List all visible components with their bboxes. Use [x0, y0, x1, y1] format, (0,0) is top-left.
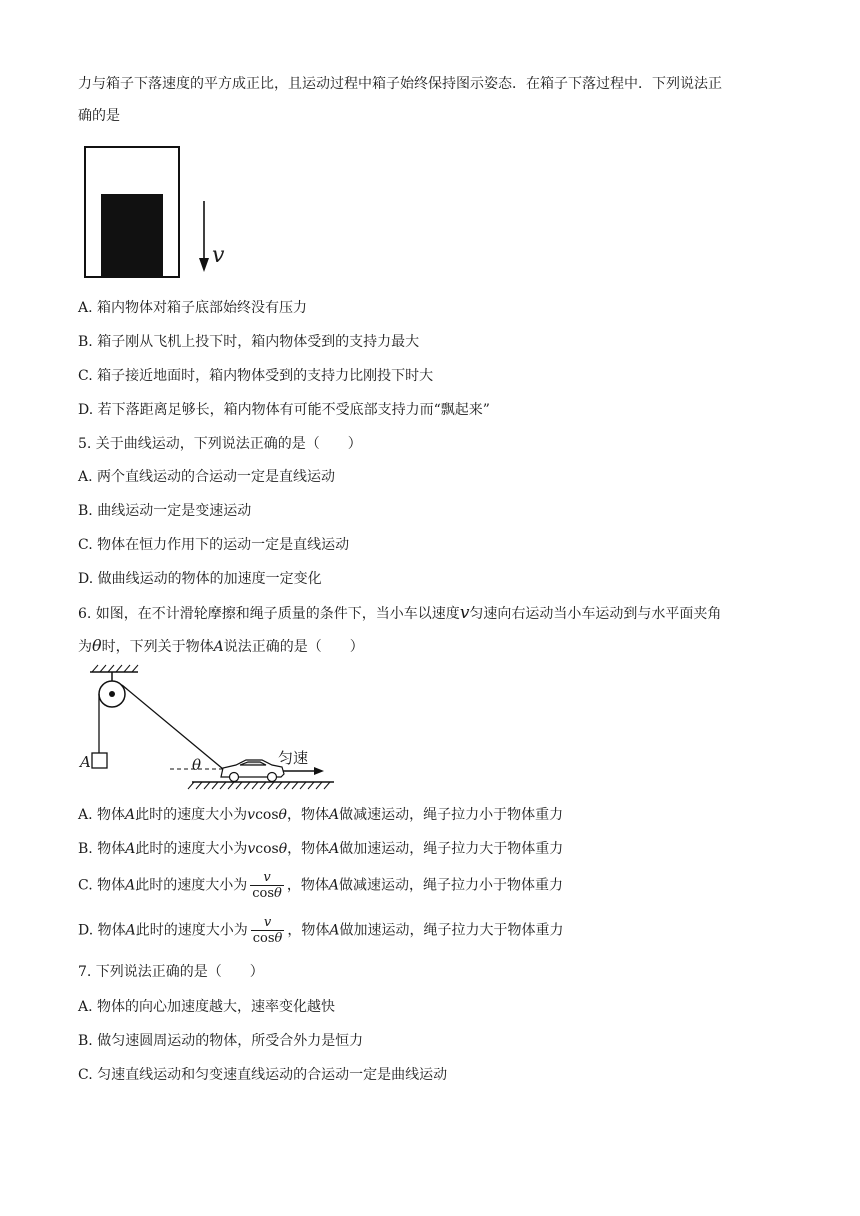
- object-in-box: [101, 194, 163, 276]
- q6-option-d-fraction: [251, 915, 285, 946]
- q6-option-c-tail: 做减速运动，绳子拉力小于物体重力: [338, 877, 563, 894]
- q6-stem-part-c: 为: [78, 639, 92, 655]
- q6-option-a-label: A.: [78, 807, 93, 823]
- q5-option-c: C. 物体在恒力作用下的运动一定是直线运动: [78, 537, 350, 553]
- q6-option-a-a2: A: [328, 807, 340, 823]
- q6-option-b-mid: ，物体: [287, 841, 330, 857]
- block-a: [92, 753, 107, 768]
- q6-option-b-tail: 做加速运动，绳子拉力大于物体重力: [339, 841, 564, 857]
- figure-label-a: A: [80, 753, 91, 771]
- velocity-label: v: [212, 243, 225, 268]
- q6-option-a-a: A: [125, 807, 136, 823]
- q6-option-c-a2: A: [328, 877, 339, 894]
- motion-arrow-head: [314, 767, 324, 775]
- q6-option-a-mid: ，物体: [286, 807, 329, 823]
- velocity-arrow-head: [199, 258, 209, 272]
- fraction-cos: cos: [252, 886, 275, 901]
- q7-option-c: C. 匀速直线运动和匀变速直线运动的合运动一定是曲线运动: [78, 1067, 448, 1083]
- q6-option-c-mid: ，物体: [286, 877, 329, 894]
- q5-stem: 5. 关于曲线运动，下列说法正确的是（ ）: [78, 436, 362, 452]
- q5-option-d: D. 做曲线运动的物体的加速度一定变化: [78, 571, 322, 587]
- q6-option-b-a: A: [125, 841, 136, 857]
- fraction-denominator: [251, 931, 285, 946]
- q6-v-symbol: v: [459, 603, 470, 623]
- q6-stem-part-d: 时，下列关于物体: [101, 639, 214, 655]
- fraction-denominator: [250, 886, 284, 901]
- fraction-theta: θ: [274, 931, 283, 946]
- q6-option-b-v: v: [247, 841, 256, 857]
- q6-option-a-prefix: 物体: [97, 807, 126, 823]
- q5-option-b: B. 曲线运动一定是变速运动: [78, 503, 252, 519]
- q6-option-c: [78, 870, 563, 901]
- ground-hatch: [188, 782, 330, 789]
- figure-label-theta: θ: [192, 756, 202, 774]
- q6-option-c-speed: 此时的速度大小为: [135, 877, 248, 894]
- q6-option-d-a2: A: [329, 922, 340, 939]
- q6-option-a-speed: 此时的速度大小为: [135, 807, 248, 823]
- q6-option-a-tail: 做减速运动，绳子拉力小于物体重力: [339, 807, 564, 823]
- q6-option-b-theta: θ: [278, 841, 288, 857]
- q6-stem-line1: [78, 603, 721, 624]
- q4-option-a: A. 箱内物体对箱子底部始终没有压力: [78, 300, 308, 316]
- q6-option-c-a: A: [125, 877, 136, 894]
- car: [221, 760, 284, 782]
- q6-option-a-theta: θ: [278, 807, 287, 823]
- q6-option-a-cos: cos: [255, 807, 279, 823]
- q6-a-symbol: A: [213, 639, 224, 655]
- q4-option-c: C. 箱子接近地面时，箱内物体受到的支持力比刚投下时大: [78, 368, 434, 384]
- q6-option-b-prefix: 物体: [97, 841, 126, 857]
- q7-stem: 7. 下列说法正确的是（ ）: [78, 964, 264, 980]
- q6-option-a-v: v: [247, 807, 256, 823]
- q6-option-d-speed: 此时的速度大小为: [135, 922, 248, 939]
- q6-option-c-prefix: 物体: [97, 877, 126, 894]
- q6-option-a: [78, 805, 563, 825]
- pulley-figure: [78, 664, 338, 794]
- fraction-numerator: v: [250, 870, 284, 886]
- q6-stem-part-a: 6. 如图，在不计滑轮摩擦和绳子质量的条件下，当小车以速度: [78, 606, 460, 622]
- figure-label-motion: 匀速: [278, 749, 309, 767]
- q4-option-d: D. 若下落距离足够长，箱内物体有可能不受底部支持力而“飘起来”: [78, 402, 490, 418]
- fraction-theta: θ: [274, 886, 282, 901]
- q6-option-c-label: C.: [78, 877, 93, 894]
- q6-option-d: [78, 915, 564, 946]
- ceiling-hatch: [92, 665, 138, 672]
- rope-slanted: [122, 685, 223, 769]
- q4-stem-line2: 确的是: [78, 108, 120, 124]
- q6-option-d-prefix: 物体: [97, 922, 126, 939]
- q6-theta-symbol: θ: [92, 636, 102, 655]
- q6-option-b-cos: cos: [255, 841, 279, 857]
- fraction-cos: cos: [252, 931, 275, 946]
- q6-stem-part-b: 匀速向右运动当小车运动到与水平面夹角: [469, 606, 722, 622]
- fraction-numerator: v: [251, 915, 285, 931]
- q6-option-b-a2: A: [329, 841, 340, 857]
- q4-option-b: B. 箱子刚从飞机上投下时，箱内物体受到的支持力最大: [78, 334, 420, 350]
- q6-option-b: [78, 839, 563, 859]
- q6-stem-line2: [78, 636, 364, 657]
- pulley-axle: [109, 691, 115, 697]
- q7-option-b: B. 做匀速圆周运动的物体，所受合外力是恒力: [78, 1033, 364, 1049]
- q6-option-d-label: D.: [78, 922, 94, 939]
- q4-stem-line1: 力与箱子下落速度的平方成正比，且运动过程中箱子始终保持图示姿态．在箱子下落过程中．下列说法正: [78, 76, 722, 92]
- q6-option-d-tail: 做加速运动，绳子拉力大于物体重力: [339, 922, 564, 939]
- q6-option-c-fraction: [250, 870, 284, 901]
- q6-option-d-mid: ，物体: [287, 922, 330, 939]
- q7-option-a: A. 物体的向心加速度越大，速率变化越快: [78, 999, 336, 1015]
- q6-option-b-speed: 此时的速度大小为: [135, 841, 248, 857]
- q6-option-b-label: B.: [78, 841, 93, 857]
- q5-option-a: A. 两个直线运动的合运动一定是直线运动: [78, 469, 336, 485]
- q6-stem-part-e: 说法正确的是（ ）: [223, 639, 364, 655]
- q6-option-d-a: A: [125, 922, 136, 939]
